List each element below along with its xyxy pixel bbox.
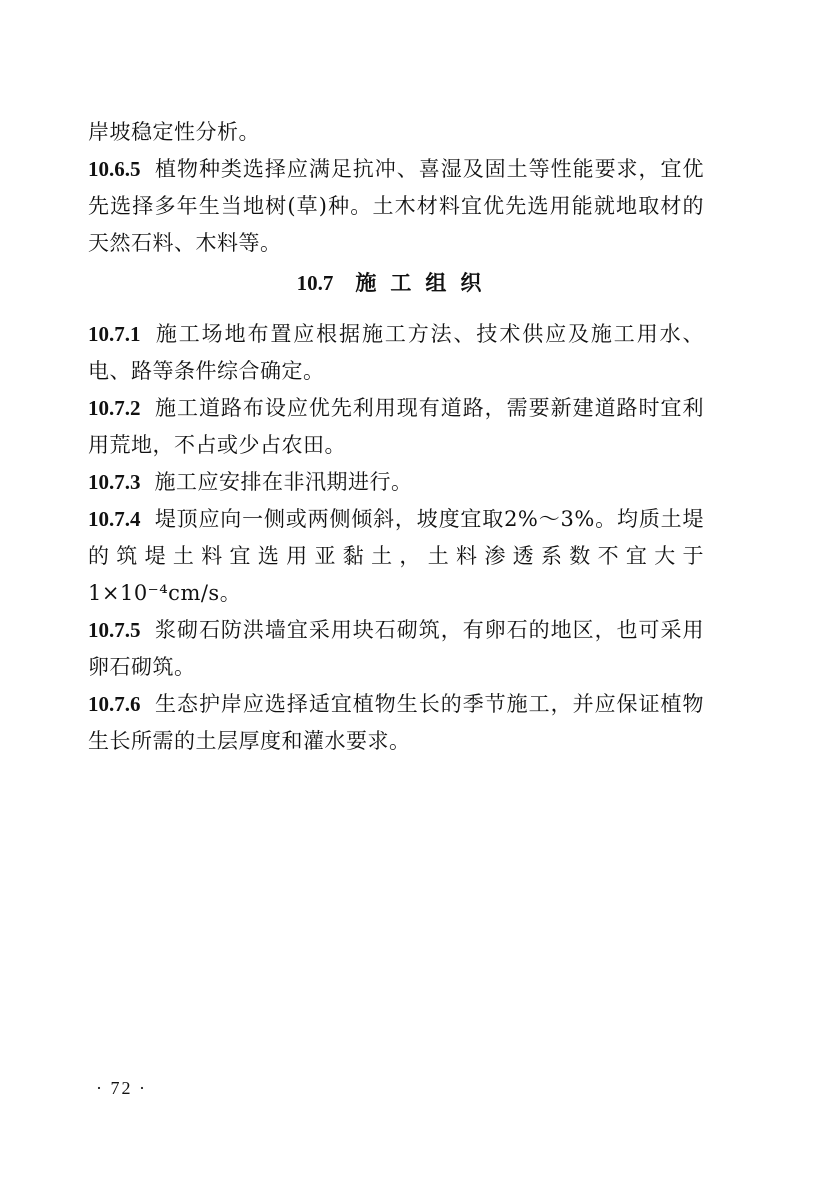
clause-text: 施工应安排在非汛期进行。 [154,470,413,494]
clause-number: 10.7.2 [88,396,141,420]
clause-number: 10.7.5 [88,618,141,642]
clause-number: 10.7.1 [88,322,141,346]
clause-10-7-2 [88,390,704,464]
section-title: 施工组织 [355,270,496,295]
clause-text: 浆砌石防洪墙宜采用块石砌筑，有卵石的地区，也可采用卵石砌筑。 [88,618,704,679]
clause-10-7-5 [88,612,704,686]
clause-10-7-6 [88,686,704,760]
section-number: 10.7 [296,271,334,295]
clause-10-7-1 [88,316,704,390]
clause-text: 施工道路布设应优先利用现有道路，需要新建道路时宜利用荒地，不占或少占农田。 [88,396,704,457]
clause-10-7-4 [88,501,704,612]
clause-text: 施工场地布置应根据施工方法、技术供应及施工用水、电、路等条件综合确定。 [88,322,704,383]
clause-10-6-5 [88,151,704,262]
paragraph-text: 岸坡稳定性分析。 [88,120,260,144]
continued-section-10-6 [88,114,704,262]
clause-number: 10.6.5 [88,157,141,181]
clause-number: 10.7.4 [88,507,141,531]
clause-text: 堤顶应向一侧或两侧倾斜，坡度宜取2%～3%。均质土堤的筑堤土料宜选用亚黏土，土料渗透系数不宜大于1×10⁻⁴cm/s。 [88,507,704,605]
clause-number: 10.7.6 [88,692,141,716]
clause-text: 植物种类选择应满足抗冲、喜湿及固土等性能要求，宜优先选择多年生当地树(草)种。土木材料宜优先选用能就地取材的天然石料、木料等。 [88,157,704,255]
clause-10-7-3 [88,464,704,501]
section-10-7-body [88,316,704,760]
page-number: · 72 · [96,1078,147,1098]
paragraph-continuation [88,114,704,151]
clause-text: 生态护岸应选择适宜植物生长的季节施工，并应保证植物生长所需的土层厚度和灌水要求。 [88,692,704,753]
clause-number: 10.7.3 [88,470,141,494]
section-heading [88,264,704,302]
